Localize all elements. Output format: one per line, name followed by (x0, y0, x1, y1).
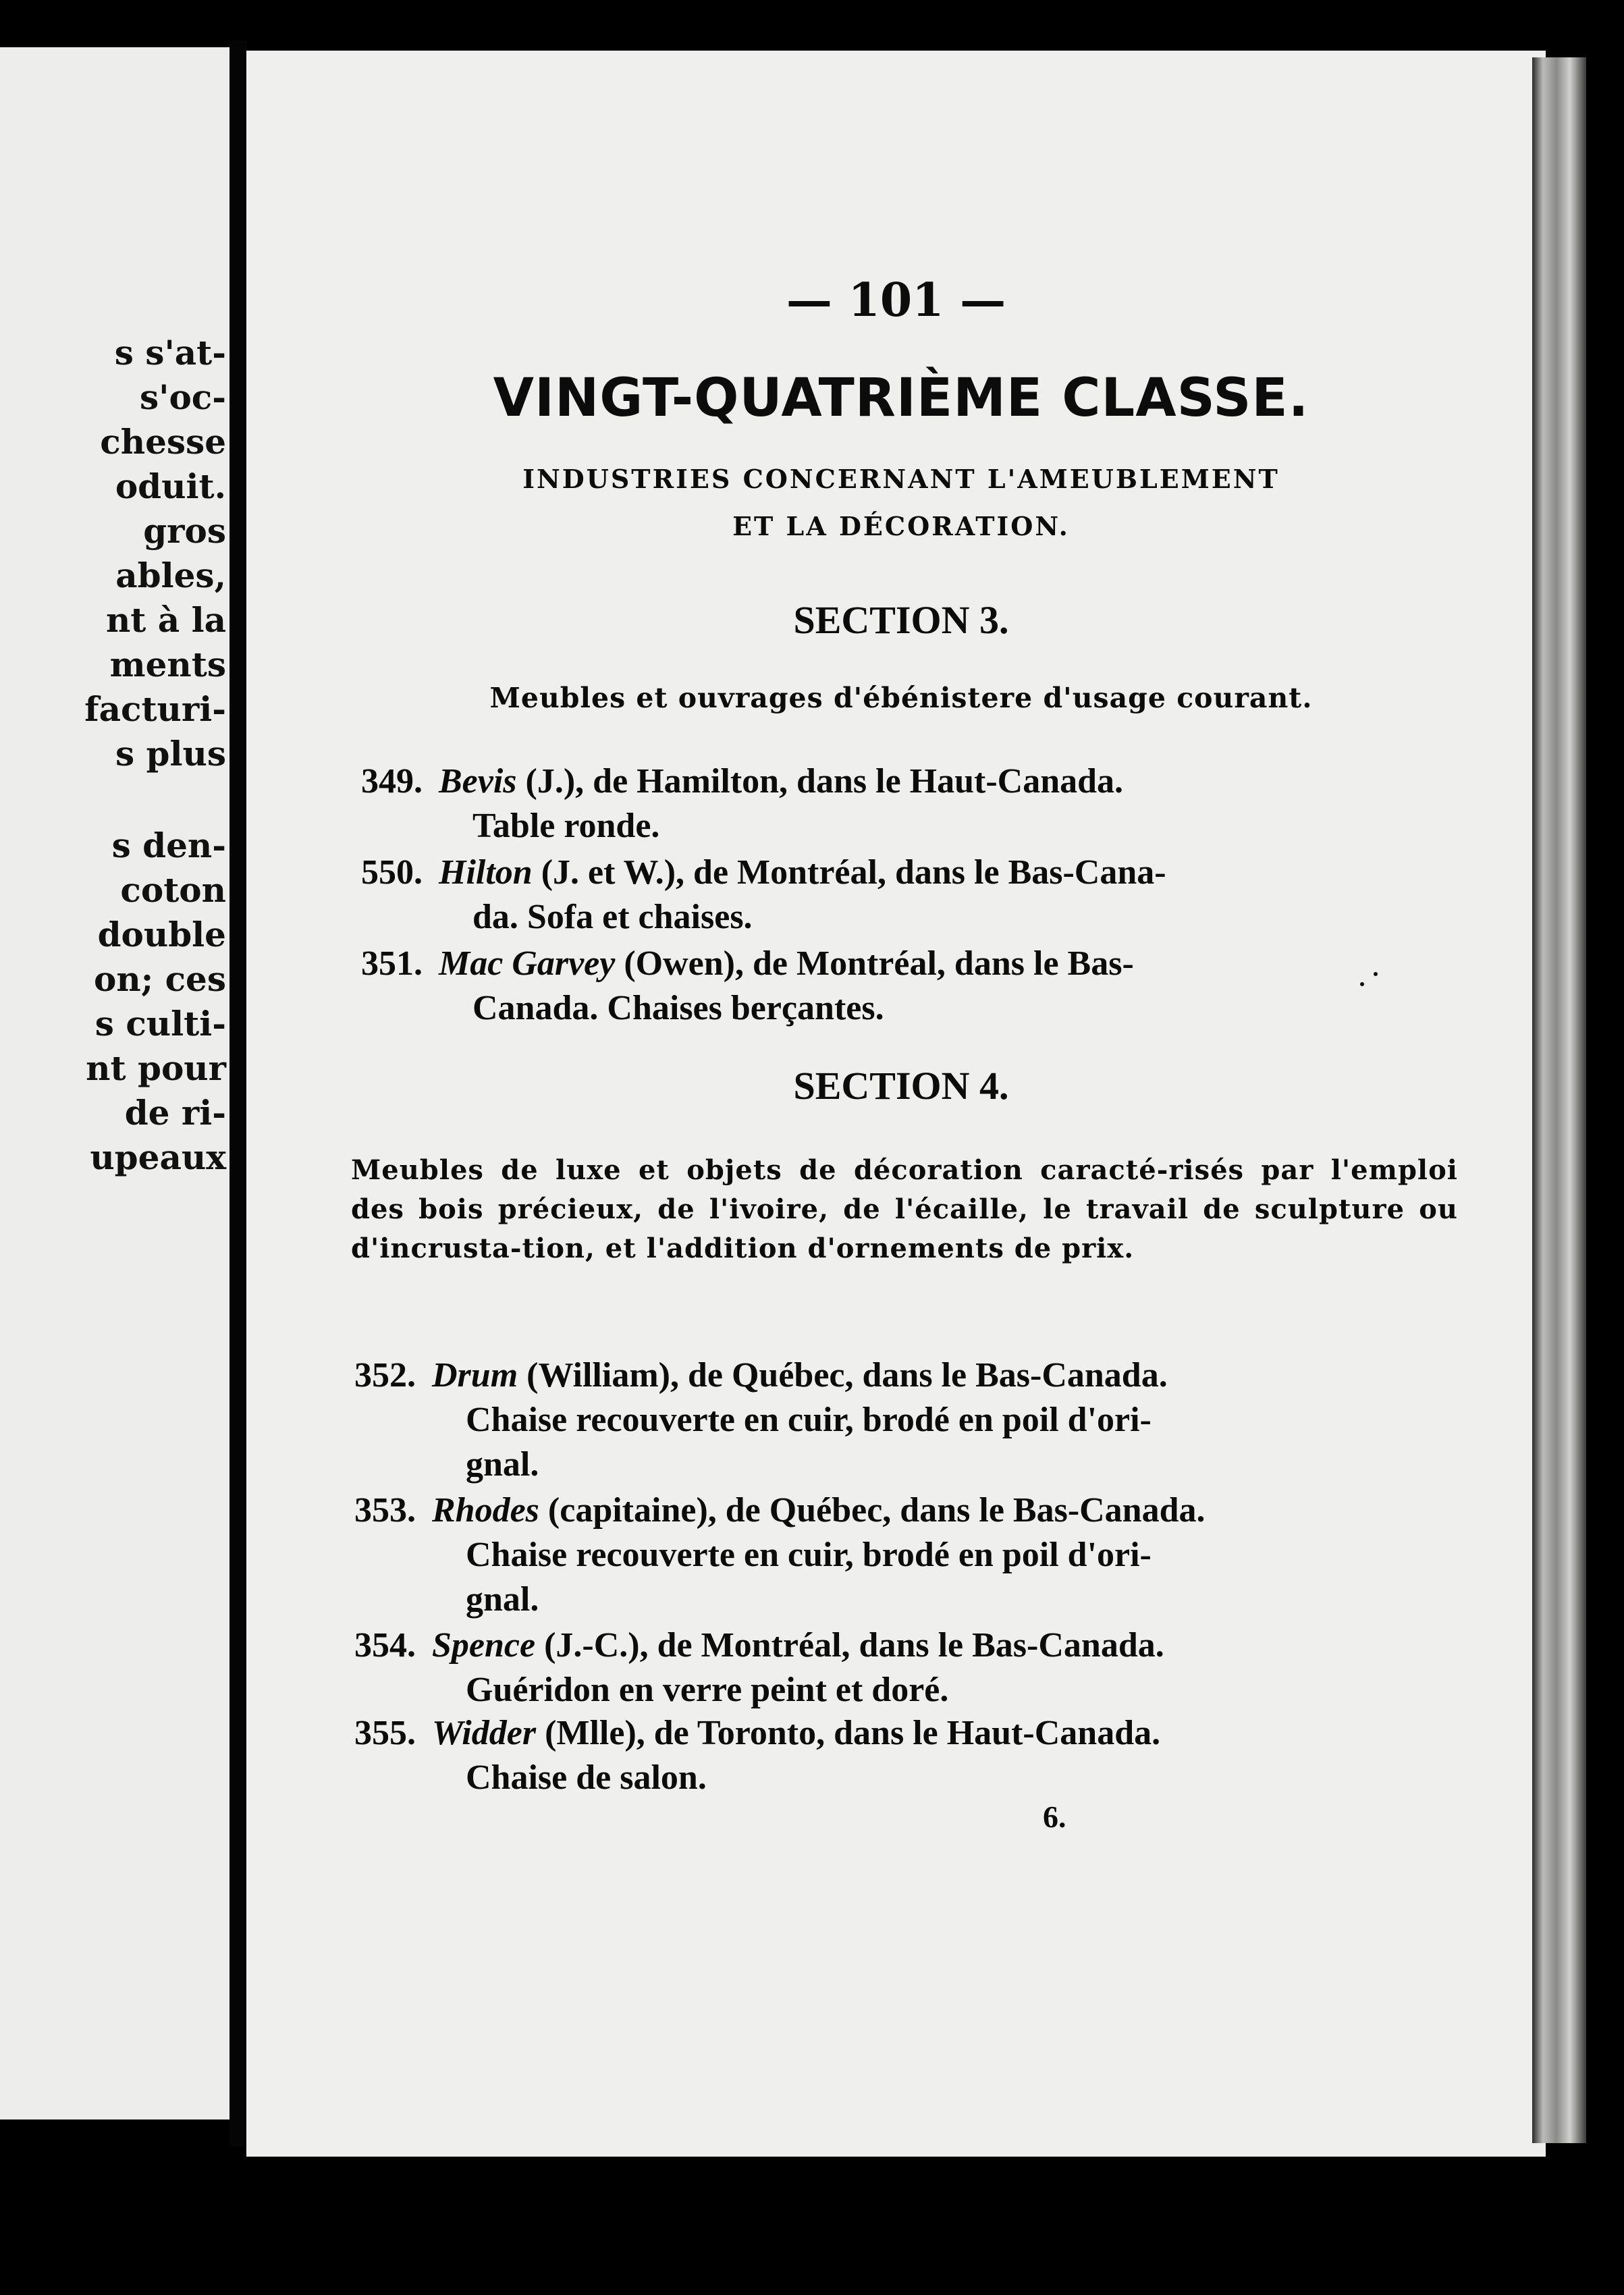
left-line: nt pour (86, 1048, 226, 1088)
left-page-fragment (0, 47, 240, 2120)
entry-number: 352. (354, 1356, 416, 1395)
signature-mark: 6. (1043, 1800, 1066, 1834)
entry-item-continued: gnal. (466, 1445, 539, 1484)
entry-number: 355. (354, 1714, 416, 1752)
left-line: s s'at- (114, 333, 226, 373)
section-3-heading: SECTION 3. (793, 598, 1009, 642)
entry-item: Guéridon en verre peint et doré. (466, 1671, 949, 1709)
left-line: gros (143, 511, 226, 551)
entry-text: (J.), de Hamilton, dans le Haut-Canada. (516, 762, 1124, 801)
left-line: oduit. (115, 466, 226, 506)
catalog-entry (361, 759, 1468, 848)
left-line: upeaux (90, 1137, 226, 1177)
left-line: ments (109, 645, 226, 684)
catalog-entry (354, 1711, 1461, 1800)
entry-item: Chaise recouverte en cuir, brodé en poil d'ori- (466, 1536, 1152, 1574)
class-subtitle-line1: INDUSTRIES CONCERNANT L'AMEUBLEMENT (522, 464, 1280, 494)
left-line: de ri- (124, 1093, 226, 1133)
exhibitor-name: Drum (432, 1356, 518, 1395)
page-edge-shadow (1532, 57, 1586, 2143)
class-subtitle-line2: ET LA DÉCORATION. (732, 511, 1070, 541)
entry-text: (J.-C.), de Montréal, dans le Bas-Canada. (535, 1626, 1164, 1665)
entry-number: 354. (354, 1626, 416, 1665)
catalog-entry (354, 1488, 1461, 1622)
section-4-heading: SECTION 4. (793, 1064, 1009, 1108)
section-4-description: Meubles de luxe et objets de décoration caracté-risés par l'emploi des bois précieux, de l'ivoire, de l'écaille, le travail de sculpture ou d'incrusta-tion, et l'addition d'ornements de prix. (351, 1154, 1458, 1264)
right-page (246, 51, 1546, 2157)
left-line: double (97, 915, 226, 954)
exhibitor-name: Rhodes (432, 1491, 539, 1530)
entry-item-continued: gnal. (466, 1580, 539, 1619)
entry-item: da. Sofa et chaises. (472, 898, 753, 936)
catalog-entry (361, 850, 1468, 940)
left-line: s den- (111, 826, 226, 865)
entry-number: 349. (361, 762, 423, 801)
entry-text: (J. et W.), de Montréal, dans le Bas-Cana- (532, 853, 1166, 892)
entry-number: 550. (361, 853, 423, 892)
entry-text: (Mlle), de Toronto, dans le Haut-Canada. (536, 1714, 1161, 1752)
section-3-description: Meubles et ouvrages d'ébénistere d'usage courant. (489, 682, 1313, 714)
entry-item: Chaise recouverte en cuir, brodé en poil d'ori- (466, 1401, 1152, 1439)
catalog-entry (354, 1623, 1461, 1712)
entry-number: 353. (354, 1491, 416, 1530)
entry-item: Chaise de salon. (466, 1758, 707, 1797)
entry-text: (capitaine), de Québec, dans le Bas-Canada. (539, 1491, 1206, 1530)
left-line: s plus (115, 734, 226, 774)
entry-item: Table ronde. (472, 807, 660, 845)
entry-text: (William), de Québec, dans le Bas-Canada. (518, 1356, 1168, 1395)
exhibitor-name: Widder (432, 1714, 537, 1752)
book-gutter (229, 40, 246, 2146)
page-number: — 101 — (786, 273, 1006, 327)
left-line: nt à la (105, 600, 226, 640)
catalog-entry (361, 942, 1468, 1031)
ink-speck (1360, 982, 1364, 986)
left-line: s culti- (94, 1004, 226, 1044)
left-line: chesse (100, 422, 226, 462)
class-title: VINGT-QUATRIÈME CLASSE. (493, 368, 1309, 429)
left-line: on; ces (94, 959, 226, 999)
left-line: facturi- (84, 689, 226, 729)
left-line: coton (120, 870, 226, 910)
entry-number: 351. (361, 944, 423, 983)
entry-text: (Owen), de Montréal, dans le Bas- (615, 944, 1134, 983)
ink-speck (1374, 972, 1378, 976)
entry-item: Canada. Chaises berçantes. (472, 989, 884, 1027)
exhibitor-name: Bevis (439, 762, 517, 801)
exhibitor-name: Hilton (439, 853, 533, 892)
exhibitor-name: Spence (432, 1626, 536, 1665)
exhibitor-name: Mac Garvey (439, 944, 616, 983)
catalog-entry (354, 1353, 1461, 1487)
left-line: s'oc- (139, 377, 226, 417)
left-line: ables, (115, 556, 226, 595)
